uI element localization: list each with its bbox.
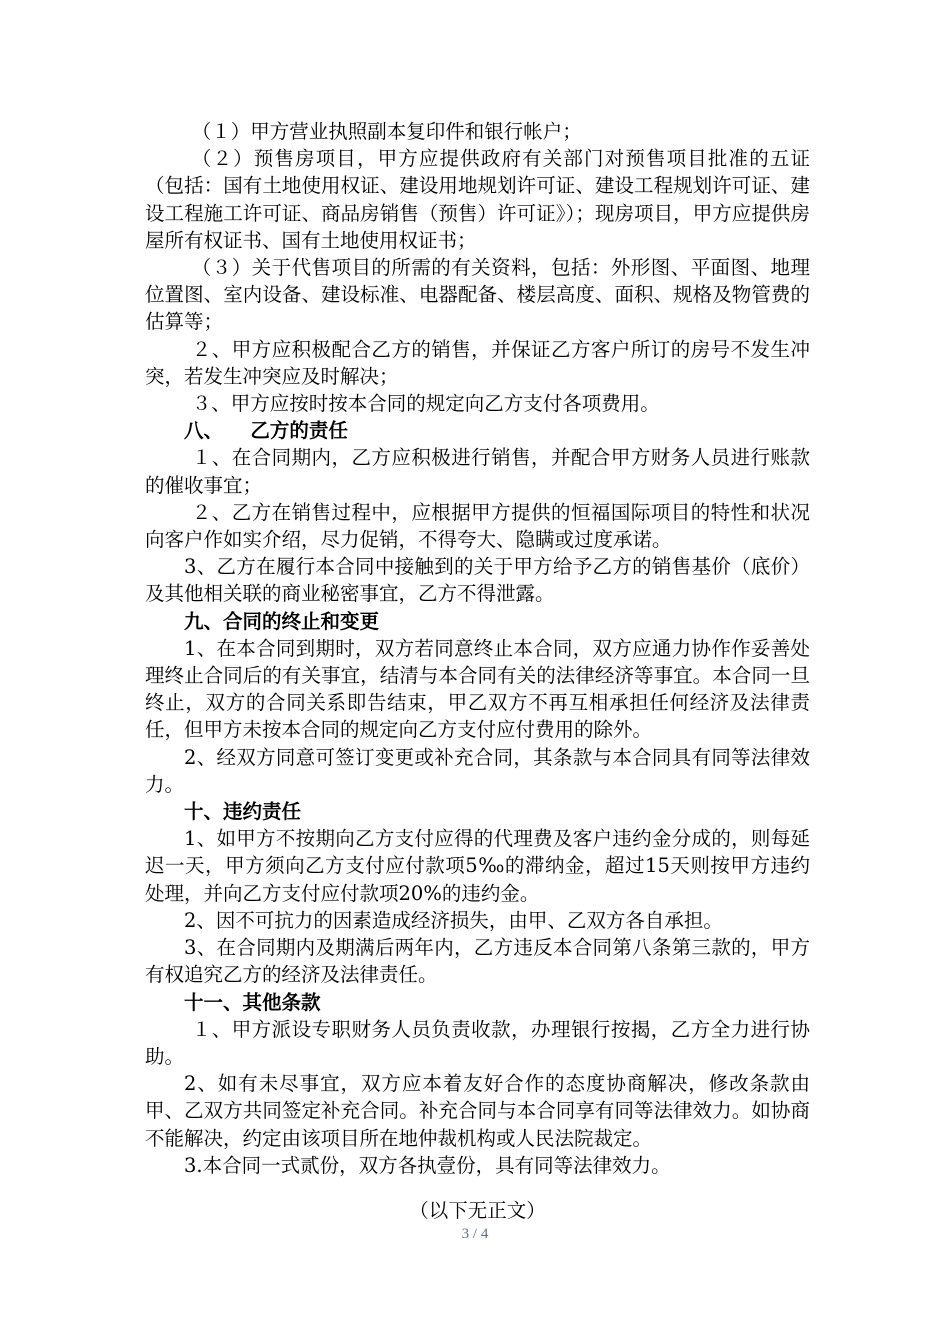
clause-paragraph: 2、如有未尽事宜，双方应本着友好合作的态度协商解决，修改条款由甲、乙双方共同签定补充合同。补充合同与本合同享有同等法律效力。如协商不能解决，约定由该项目所在地仲裁机构或人民法院裁定。 (145, 1072, 810, 1150)
closing-note: （以下无正文） (409, 1198, 546, 1222)
clause-paragraph: 1、在本合同到期时，双方若同意终止本合同，双方应通力协作作妥善处理终止合同后的有关事宜，结清与本合同有关的法律经济等事宜。本合同一旦终止，双方的合同关系即告结束，甲乙双方不再互相承担任何经济及法律责任，但甲方未按本合同的规定向乙方支付应付费用的除外。 (145, 636, 810, 742)
document-body (145, 118, 810, 1224)
clause-paragraph: 1、如甲方不按期向乙方支付应得的代理费及客户违约金分成的，则每延迟一天，甲方须向乙方支付应付款项5‰的滞纳金，超过15天则按甲方违约处理，并向乙方支付应付款项20%的违约金。 (145, 827, 810, 905)
clause-paragraph: ２、甲方应积极配合乙方的销售，并保证乙方客户所订的房号不发生冲突，若发生冲突应及时解决； (145, 337, 810, 388)
section-heading-11: 十一、其他条款 (184, 990, 321, 1014)
clause-paragraph: （１）甲方营业执照副本复印件和银行帐户； (191, 120, 582, 143)
clause-paragraph: ３、甲方应按时按本合同的规定向乙方支付各项费用。 (191, 392, 660, 416)
clause-paragraph: 2、因不可抗力的因素造成经济损失，由甲、乙双方各自承担。 (184, 908, 723, 932)
section-heading-title: 乙方的责任 (250, 419, 348, 443)
clause-paragraph: 3、在合同期内及期满后两年内，乙方违反本合同第八条第三款的，甲方有权追究乙方的经济及法律责任。 (145, 936, 810, 987)
clause-paragraph: １、在合同期内，乙方应积极进行销售，并配合甲方财务人员进行账款的催收事宜； (145, 446, 810, 497)
section-heading-10: 十、违约责任 (184, 800, 302, 824)
clause-paragraph: 2、经双方同意可签订变更或补充合同，其条款与本合同具有同等法律效力。 (145, 745, 810, 796)
clause-paragraph: （３）关于代售项目的所需的有关资料，包括：外形图、平面图、地理位置图、室内设备、建设标准、电器配备、楼层高度、面积、规格及物管费的估算等； (145, 256, 810, 334)
section-heading-number: 八、 (184, 419, 224, 443)
clause-paragraph: 3.本合同一式贰份，双方各执壹份，具有同等法律效力。 (184, 1153, 671, 1177)
clause-paragraph: １、甲方派设专职财务人员负责收款，办理银行按揭，乙方全力进行协助。 (145, 1017, 810, 1068)
clause-paragraph: 3、乙方在履行本合同中接触到的关于甲方给予乙方的销售基价（底价）及其他相关联的商业秘密事宜，乙方不得泄露。 (145, 555, 810, 606)
clause-paragraph: ２、乙方在销售过程中，应根据甲方提供的恒福国际项目的特性和状况向客户作如实介绍，尽力促销，不得夸大、隐瞒或过度承诺。 (145, 500, 810, 552)
clause-paragraph: （２）预售房项目，甲方应提供政府有关部门对预售项目批准的五证（包括：国有土地使用权证、建设用地规划许可证、建设工程规划许可证、建设工程施工许可证、商品房销售（预售）许可证》）；现房项目，甲方应提供房屋所有权证书、国有土地使用权证书； (145, 147, 810, 252)
page-number: 3 / 4 (461, 1226, 489, 1242)
section-heading-9: 九、合同的终止和变更 (184, 609, 380, 633)
section-heading-8 (145, 417, 810, 444)
